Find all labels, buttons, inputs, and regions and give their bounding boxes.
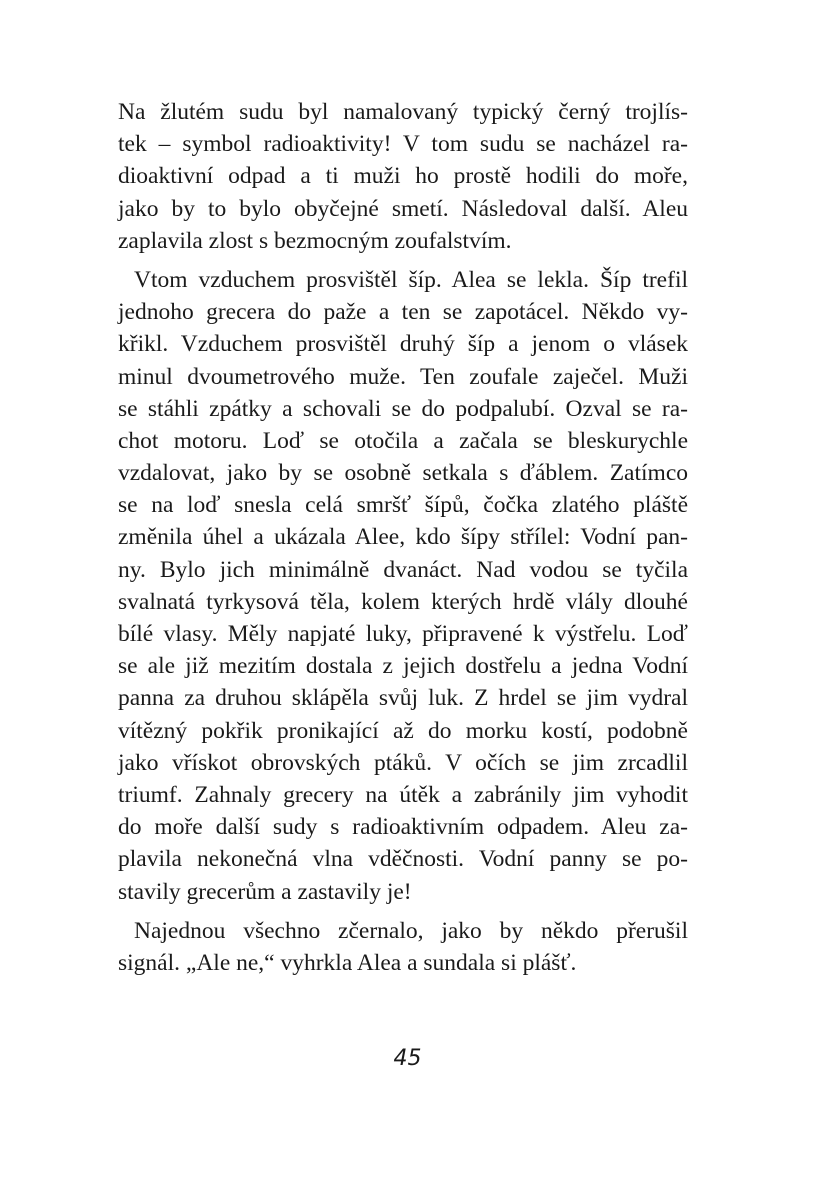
text-line: minul dvoumetrového muže. Ten zoufale zaječel. Muži: [118, 363, 688, 390]
text-line: dioaktivní odpad a ti muži ho prostě hodili do moře,: [118, 163, 688, 190]
text-line: jednoho grecera do paže a ten se zapotácel. Někdo vy-: [118, 299, 688, 326]
text-line: se stáhli zpátky a schovali se do podpalubí. Ozval se ra-: [118, 395, 688, 422]
text-line: Na žlutém sudu byl namalovaný typický černý trojlís-: [118, 99, 688, 125]
text-line: se ale již mezitím dostala z jejich dostřelu a jedna Vodní: [118, 653, 688, 680]
text-line: plavila nekonečná vlna vděčnosti. Vodní panny se po-: [118, 846, 688, 873]
paragraph: [118, 915, 688, 979]
paragraph: [118, 96, 688, 257]
text-line: křikl. Vzduchem prosvištěl druhý šíp a jenom o vlásek: [118, 331, 688, 358]
text-line: vzdalovat, jako by se osobně setkala s ďáblem. Zatímco: [118, 460, 688, 487]
text-line: vítězný pokřik pronikající až do morku kostí, podobně: [118, 717, 688, 744]
text-line: signál. „Ale ne,“ vyhrkla Alea a sundala si plášť.: [118, 949, 577, 976]
text-line: jako vřískot obrovských ptáků. V očích se jim zrcadlil: [118, 749, 688, 776]
body-text: [118, 96, 688, 979]
text-line: stavily grecerům a zastavily je!: [118, 878, 412, 905]
paragraph-gap: [118, 257, 688, 264]
text-line: Vtom vzduchem prosvištěl šíp. Alea se lekla. Šíp trefil: [134, 266, 688, 293]
text-line: zaplavila zlost s bezmocným zoufalstvím.: [118, 227, 512, 254]
text-line: triumf. Zahnaly grecery na útěk a zabránily jim vyhodit: [118, 781, 688, 808]
paragraph-gap: [118, 908, 688, 915]
text-line: změnila úhel a ukázala Alee, kdo šípy střílel: Vodní pan-: [118, 524, 688, 551]
paragraph: [118, 264, 688, 908]
text-line: Najednou všechno zčernalo, jako by někdo přerušil: [134, 917, 688, 944]
text-line: tek – symbol radioaktivity! V tom sudu se nacházel ra-: [118, 131, 688, 158]
text-line: ny. Bylo jich minimálně dvanáct. Nad vodou se tyčila: [118, 556, 688, 583]
text-line: do moře další sudy s radioaktivním odpadem. Aleu za-: [118, 814, 688, 841]
text-line: svalnatá tyrkysová těla, kolem kterých hrdě vlály dlouhé: [118, 588, 688, 615]
text-line: jako by to bylo obyčejné smetí. Následoval další. Aleu: [118, 195, 688, 222]
page-number: 45: [393, 1046, 422, 1071]
text-line: chot motoru. Loď se otočila a začala se bleskurychle: [118, 427, 688, 454]
text-line: se na loď snesla celá smršť šípů, čočka zlatého pláště: [118, 492, 688, 519]
text-line: panna za druhou sklápěla svůj luk. Z hrdel se jim vydral: [118, 685, 688, 712]
text-line: bílé vlasy. Měly napjaté luky, připravené k výstřelu. Loď: [118, 621, 688, 647]
